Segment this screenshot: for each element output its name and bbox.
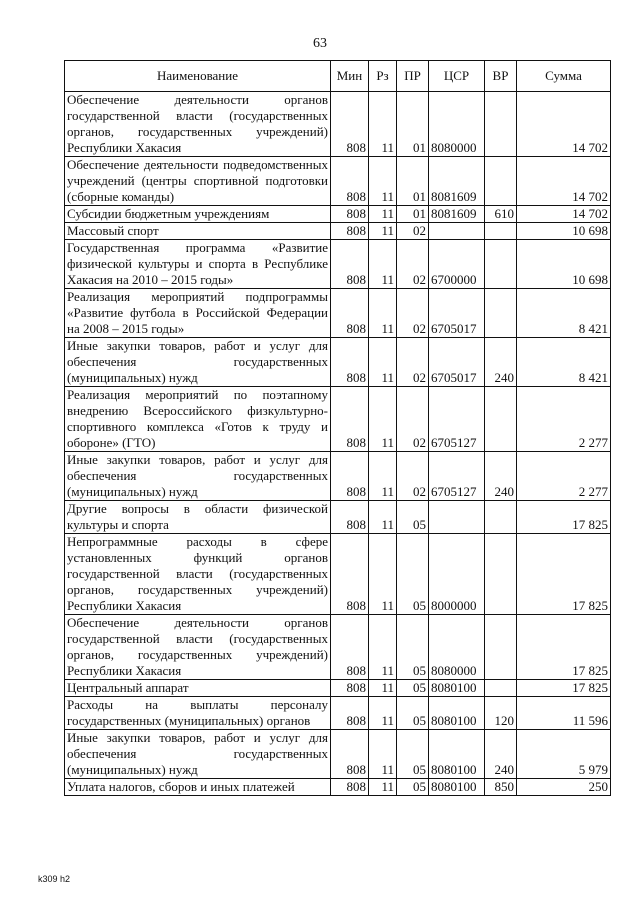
row-name-cell: Иные закупки товаров, работ и услуг для обеспечения государственных (муниципальных) нужд xyxy=(65,338,331,387)
row-pr-cell: 02 xyxy=(397,223,429,240)
header-pr: ПР xyxy=(397,61,429,92)
header-vr: ВР xyxy=(485,61,517,92)
row-vr-cell xyxy=(485,289,517,338)
row-name-cell: Субсидии бюджетным учреждениям xyxy=(65,206,331,223)
table-row xyxy=(65,289,611,338)
row-sum-cell: 17 825 xyxy=(517,615,611,680)
row-min-cell: 808 xyxy=(331,697,369,730)
row-name-cell: Обеспечение деятельности органов государственной власти (государственных органов, государственных учреждений) Республики Хакасия xyxy=(65,615,331,680)
row-sum-cell: 17 825 xyxy=(517,501,611,534)
row-min-cell: 808 xyxy=(331,680,369,697)
row-min-cell: 808 xyxy=(331,240,369,289)
row-sum-cell: 14 702 xyxy=(517,92,611,157)
table-row xyxy=(65,779,611,796)
row-sum-cell: 8 421 xyxy=(517,338,611,387)
row-vr-cell: 240 xyxy=(485,338,517,387)
table-row xyxy=(65,680,611,697)
row-name-cell: Государственная программа «Развитие физической культуры и спорта в Республике Хакасия на 2010 – 2015 годы» xyxy=(65,240,331,289)
table-header xyxy=(65,61,611,92)
row-rz-cell: 11 xyxy=(369,534,397,615)
row-pr-cell: 02 xyxy=(397,240,429,289)
row-sum-cell: 10 698 xyxy=(517,240,611,289)
row-vr-cell: 240 xyxy=(485,730,517,779)
row-name-cell: Уплата налогов, сборов и иных платежей xyxy=(65,779,331,796)
table-row xyxy=(65,615,611,680)
row-csr-cell: 8000000 xyxy=(429,534,485,615)
row-name-cell: Иные закупки товаров, работ и услуг для обеспечения государственных (муниципальных) нужд xyxy=(65,730,331,779)
row-pr-cell: 02 xyxy=(397,289,429,338)
table-row xyxy=(65,452,611,501)
row-name-cell: Другие вопросы в области физической культуры и спорта xyxy=(65,501,331,534)
row-name-cell: Массовый спорт xyxy=(65,223,331,240)
row-csr-cell: 6705017 xyxy=(429,338,485,387)
row-vr-cell xyxy=(485,615,517,680)
row-csr-cell: 8080100 xyxy=(429,680,485,697)
row-vr-cell xyxy=(485,680,517,697)
row-sum-cell: 17 825 xyxy=(517,534,611,615)
table-row xyxy=(65,387,611,452)
row-vr-cell: 120 xyxy=(485,697,517,730)
row-csr-cell xyxy=(429,223,485,240)
table-row xyxy=(65,157,611,206)
table-row xyxy=(65,534,611,615)
row-pr-cell: 05 xyxy=(397,501,429,534)
row-rz-cell: 11 xyxy=(369,92,397,157)
row-min-cell: 808 xyxy=(331,338,369,387)
row-vr-cell xyxy=(485,223,517,240)
row-pr-cell: 05 xyxy=(397,680,429,697)
table-row xyxy=(65,223,611,240)
row-name-cell: Расходы на выплаты персоналу государственных (муниципальных) органов xyxy=(65,697,331,730)
row-csr-cell: 8081609 xyxy=(429,206,485,223)
row-vr-cell xyxy=(485,534,517,615)
row-csr-cell: 6705017 xyxy=(429,289,485,338)
row-csr-cell: 6700000 xyxy=(429,240,485,289)
row-min-cell: 808 xyxy=(331,223,369,240)
row-sum-cell: 250 xyxy=(517,779,611,796)
row-csr-cell: 8080100 xyxy=(429,697,485,730)
row-name-cell: Иные закупки товаров, работ и услуг для обеспечения государственных (муниципальных) нужд xyxy=(65,452,331,501)
row-sum-cell: 14 702 xyxy=(517,206,611,223)
row-vr-cell xyxy=(485,501,517,534)
row-pr-cell: 01 xyxy=(397,157,429,206)
row-sum-cell: 2 277 xyxy=(517,387,611,452)
table-body xyxy=(65,92,611,796)
row-name-cell: Обеспечение деятельности органов государственной власти (государственных органов, государственных учреждений) Республики Хакасия xyxy=(65,92,331,157)
table-row xyxy=(65,92,611,157)
row-vr-cell: 850 xyxy=(485,779,517,796)
row-name-cell: Реализация мероприятий подпрограммы «Развитие футбола в Российской Федерации на 2008 – 2015 годы» xyxy=(65,289,331,338)
row-min-cell: 808 xyxy=(331,730,369,779)
row-name-cell: Реализация мероприятий по поэтапному внедрению Всероссийского физкультурно-спортивного комплекса «Готов к труду и обороне» (ГТО) xyxy=(65,387,331,452)
row-rz-cell: 11 xyxy=(369,240,397,289)
row-min-cell: 808 xyxy=(331,289,369,338)
table-row xyxy=(65,730,611,779)
row-rz-cell: 11 xyxy=(369,338,397,387)
row-min-cell: 808 xyxy=(331,534,369,615)
row-rz-cell: 11 xyxy=(369,615,397,680)
row-rz-cell: 11 xyxy=(369,223,397,240)
row-vr-cell xyxy=(485,387,517,452)
table-row xyxy=(65,338,611,387)
row-csr-cell: 8081609 xyxy=(429,157,485,206)
row-csr-cell: 6705127 xyxy=(429,452,485,501)
row-pr-cell: 05 xyxy=(397,534,429,615)
header-rz: Рз xyxy=(369,61,397,92)
row-sum-cell: 5 979 xyxy=(517,730,611,779)
table-row xyxy=(65,240,611,289)
row-vr-cell xyxy=(485,92,517,157)
row-vr-cell: 610 xyxy=(485,206,517,223)
row-sum-cell: 17 825 xyxy=(517,680,611,697)
row-sum-cell: 14 702 xyxy=(517,157,611,206)
row-min-cell: 808 xyxy=(331,615,369,680)
row-pr-cell: 05 xyxy=(397,779,429,796)
row-sum-cell: 2 277 xyxy=(517,452,611,501)
row-csr-cell: 8080000 xyxy=(429,615,485,680)
row-min-cell: 808 xyxy=(331,206,369,223)
row-rz-cell: 11 xyxy=(369,730,397,779)
row-pr-cell: 05 xyxy=(397,697,429,730)
row-min-cell: 808 xyxy=(331,501,369,534)
row-pr-cell: 05 xyxy=(397,615,429,680)
row-name-cell: Непрограммные расходы в сфере установленных функций органов государственной власти (государственных органов, государственных учреждений) Республики Хакасия xyxy=(65,534,331,615)
row-rz-cell: 11 xyxy=(369,680,397,697)
row-csr-cell: 8080100 xyxy=(429,730,485,779)
row-sum-cell: 11 596 xyxy=(517,697,611,730)
row-csr-cell: 8080100 xyxy=(429,779,485,796)
page-number: 63 xyxy=(313,36,327,51)
row-sum-cell: 10 698 xyxy=(517,223,611,240)
row-csr-cell: 6705127 xyxy=(429,387,485,452)
row-min-cell: 808 xyxy=(331,157,369,206)
row-rz-cell: 11 xyxy=(369,206,397,223)
row-rz-cell: 11 xyxy=(369,387,397,452)
row-pr-cell: 01 xyxy=(397,92,429,157)
budget-table xyxy=(64,60,611,796)
row-rz-cell: 11 xyxy=(369,501,397,534)
header-sum: Сумма xyxy=(517,61,611,92)
row-sum-cell: 8 421 xyxy=(517,289,611,338)
table-row xyxy=(65,206,611,223)
row-rz-cell: 11 xyxy=(369,452,397,501)
table-row xyxy=(65,501,611,534)
row-min-cell: 808 xyxy=(331,452,369,501)
row-pr-cell: 02 xyxy=(397,387,429,452)
row-vr-cell xyxy=(485,157,517,206)
row-csr-cell: 8080000 xyxy=(429,92,485,157)
header-row xyxy=(65,61,611,92)
row-pr-cell: 02 xyxy=(397,452,429,501)
row-pr-cell: 02 xyxy=(397,338,429,387)
footer-code: k309 h2 xyxy=(38,874,71,884)
row-rz-cell: 11 xyxy=(369,779,397,796)
row-pr-cell: 01 xyxy=(397,206,429,223)
row-rz-cell: 11 xyxy=(369,697,397,730)
row-name-cell: Центральный аппарат xyxy=(65,680,331,697)
row-vr-cell xyxy=(485,240,517,289)
header-name: Наименование xyxy=(65,61,331,92)
row-min-cell: 808 xyxy=(331,779,369,796)
table-row xyxy=(65,697,611,730)
row-min-cell: 808 xyxy=(331,92,369,157)
header-csr: ЦСР xyxy=(429,61,485,92)
row-vr-cell: 240 xyxy=(485,452,517,501)
row-pr-cell: 05 xyxy=(397,730,429,779)
header-min: Мин xyxy=(331,61,369,92)
row-min-cell: 808 xyxy=(331,387,369,452)
row-csr-cell xyxy=(429,501,485,534)
row-rz-cell: 11 xyxy=(369,157,397,206)
row-rz-cell: 11 xyxy=(369,289,397,338)
row-name-cell: Обеспечение деятельности подведомственных учреждений (центры спортивной подготовки (сборные команды) xyxy=(65,157,331,206)
